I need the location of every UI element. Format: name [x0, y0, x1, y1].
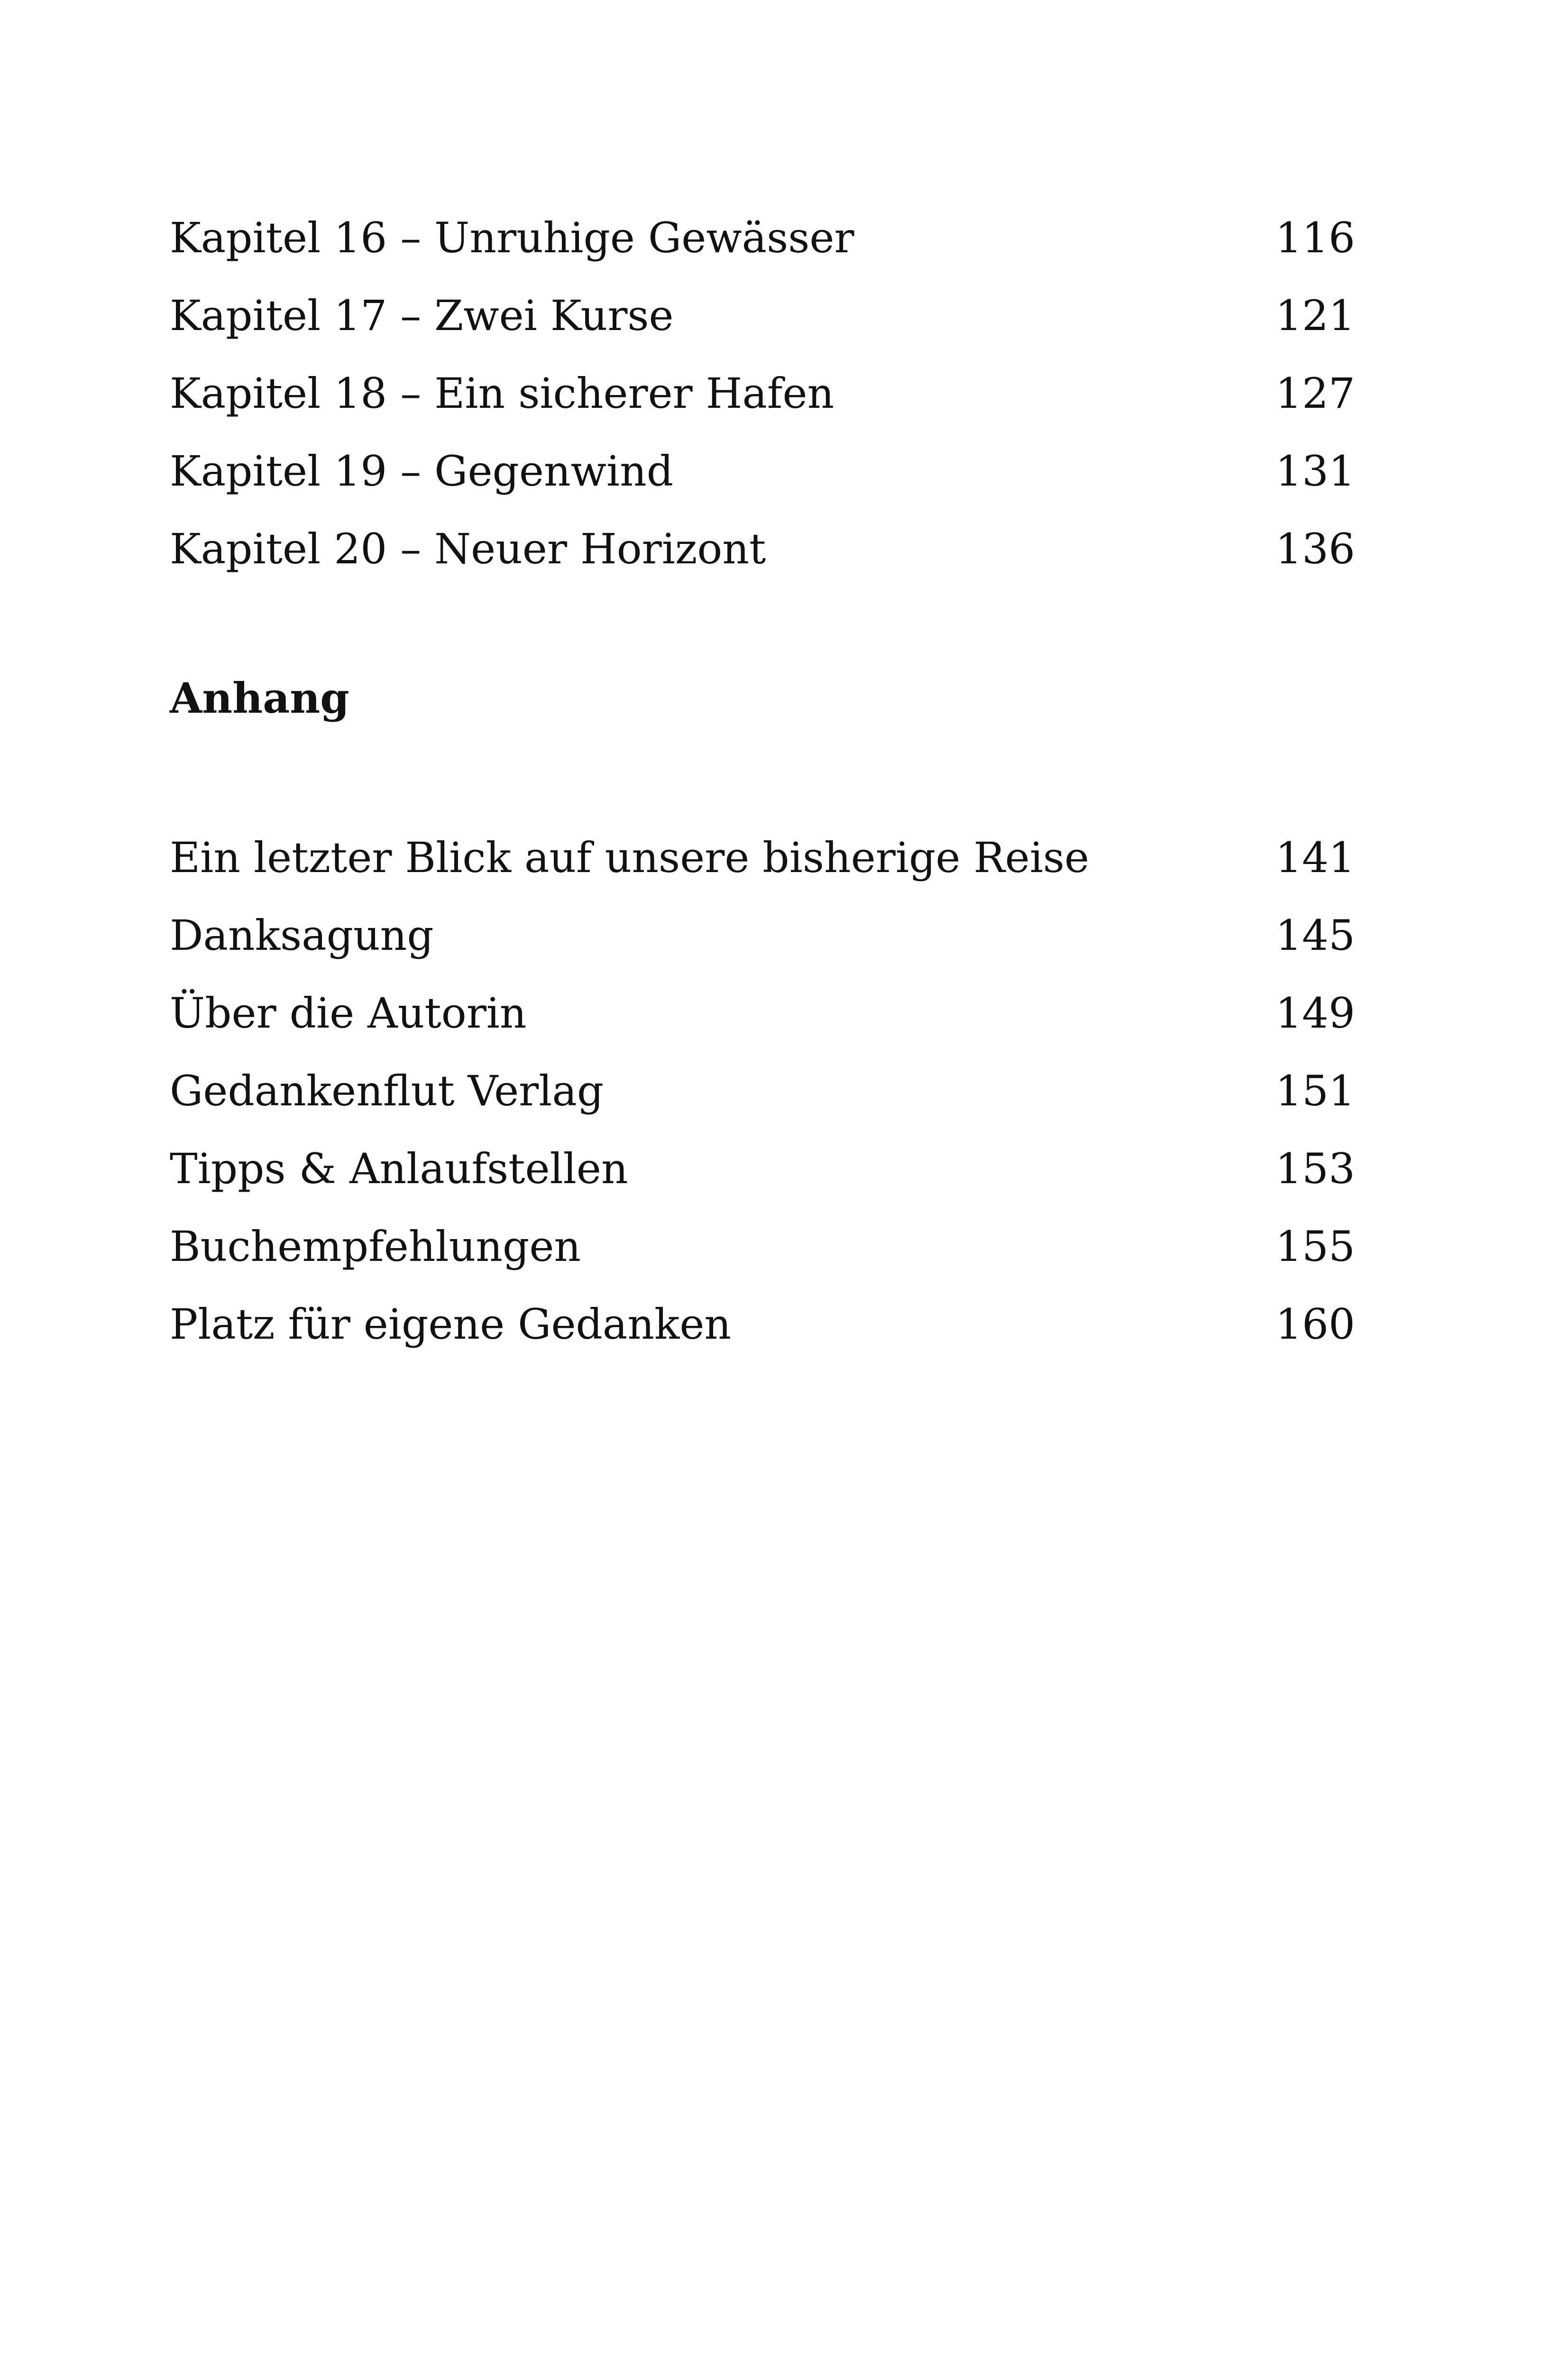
- toc-entry-page-number: 127: [1275, 369, 1355, 418]
- toc-entry-title: Tipps & Anlaufstellen: [170, 1144, 628, 1193]
- toc-entry-own-thoughts[interactable]: [170, 1286, 1355, 1363]
- toc-entry-page-number: 160: [1275, 1300, 1355, 1349]
- toc-entry-last-look[interactable]: [170, 819, 1355, 897]
- toc-entry-page-number: 149: [1275, 989, 1355, 1038]
- toc-entry-page-number: 131: [1275, 447, 1355, 496]
- toc-entry-page-number: 145: [1275, 911, 1355, 960]
- toc-entry-title: Gedankenflut Verlag: [170, 1066, 604, 1115]
- toc-entry-tips-resources[interactable]: [170, 1130, 1355, 1208]
- toc-entry-title: Kapitel 19 – Gegenwind: [170, 447, 674, 496]
- toc-entry-title: Platz für eigene Gedanken: [170, 1300, 732, 1349]
- toc-entry-title: Buchempfehlungen: [170, 1222, 581, 1271]
- toc-entry-chapter-16[interactable]: [170, 199, 1355, 277]
- toc-entry-page-number: 116: [1275, 213, 1355, 262]
- toc-entry-page-number: 151: [1275, 1066, 1355, 1115]
- toc-entry-about-author[interactable]: [170, 974, 1355, 1052]
- toc-entry-title: Über die Autorin: [170, 989, 527, 1038]
- toc-entry-publisher[interactable]: [170, 1052, 1355, 1130]
- toc-entry-title: Kapitel 17 – Zwei Kurse: [170, 291, 674, 340]
- toc-entry-page-number: 155: [1275, 1222, 1355, 1271]
- toc-entry-title: Kapitel 16 – Unruhige Gewässer: [170, 213, 854, 262]
- toc-entry-page-number: 141: [1275, 833, 1355, 882]
- appendix-heading: Anhang: [170, 673, 349, 723]
- toc-entry-page-number: 136: [1275, 524, 1355, 573]
- toc-entry-chapter-20[interactable]: [170, 510, 1355, 588]
- toc-entry-title: Ein letzter Blick auf unsere bisherige Reise: [170, 833, 1090, 882]
- toc-entry-chapter-18[interactable]: [170, 355, 1355, 432]
- toc-entry-book-recommendations[interactable]: [170, 1208, 1355, 1286]
- appendix-list: [170, 819, 1355, 1363]
- chapter-list: [170, 199, 1355, 588]
- toc-entry-title: Kapitel 20 – Neuer Horizont: [170, 524, 766, 573]
- toc-entry-chapter-17[interactable]: [170, 277, 1355, 355]
- toc-entry-page-number: 121: [1275, 291, 1355, 340]
- toc-entry-title: Kapitel 18 – Ein sicherer Hafen: [170, 369, 834, 418]
- toc-entry-page-number: 153: [1275, 1144, 1355, 1193]
- toc-entry-acknowledgements[interactable]: [170, 897, 1355, 974]
- toc-entry-title: Danksagung: [170, 911, 434, 960]
- toc-entry-chapter-19[interactable]: [170, 432, 1355, 510]
